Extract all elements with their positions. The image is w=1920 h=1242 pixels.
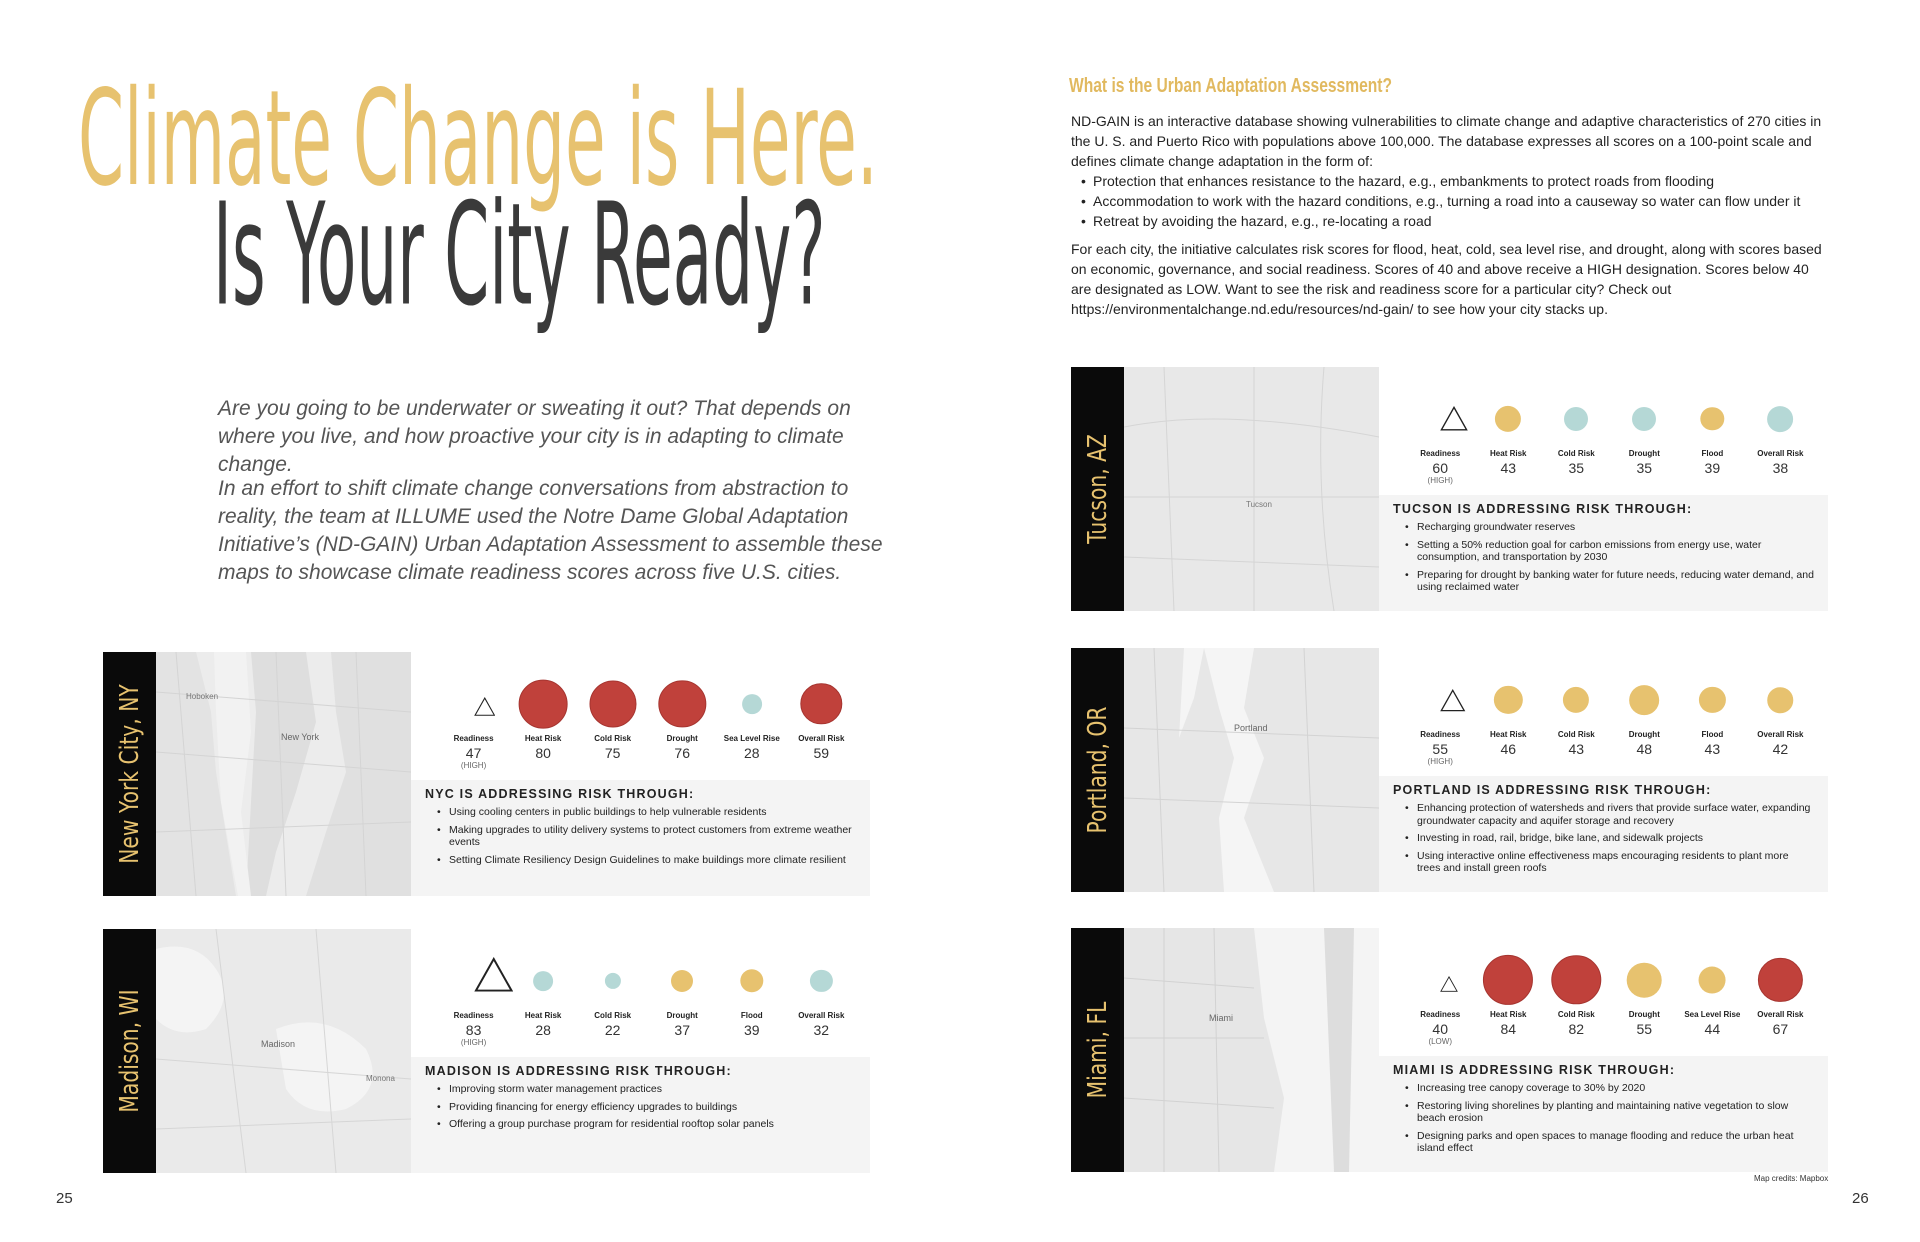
metric-label: Readiness — [453, 1011, 494, 1020]
risk-metric — [1473, 730, 1543, 757]
addressing-risk-list — [1393, 1082, 1814, 1155]
metric-label: Overall Risk — [1757, 449, 1804, 458]
metric-value: 43 — [1704, 741, 1721, 757]
city-name: New York City, NY — [114, 684, 145, 864]
city-map — [1124, 928, 1379, 1172]
intro-paragraph-1: Are you going to be underwater or sweating it out? That depends on where you live, and how proactive your city is in adapting to climate change. — [218, 397, 851, 476]
metric-label: Drought — [1628, 1010, 1660, 1019]
risk-metric — [1745, 730, 1815, 757]
metric-value: 55 — [1636, 1021, 1653, 1037]
city-metrics — [1379, 367, 1828, 497]
metric-label: Cold Risk — [594, 734, 632, 743]
risk-metric — [1541, 1010, 1611, 1037]
city-card-portland — [1071, 648, 1828, 892]
addressing-risk-heading: TUCSON IS ADDRESSING RISK THROUGH: — [1393, 502, 1693, 516]
map-label: Tucson — [1246, 500, 1272, 509]
addressing-risk-heading: PORTLAND IS ADDRESSING RISK THROUGH: — [1393, 783, 1712, 797]
city-card-miami — [1071, 928, 1828, 1172]
metric-label: Readiness — [1420, 449, 1461, 458]
risk-metric — [717, 1011, 787, 1038]
metric-value: 59 — [813, 745, 830, 761]
addressing-risk-item: • Preparing for drought by banking water for future needs, reducing water demand, and using reclaimed water — [1417, 569, 1814, 594]
addressing-risk-item: • Investing in road, rail, bridge, bike lane, and sidewalk projects — [1417, 832, 1814, 845]
addressing-risk-heading: NYC IS ADDRESSING RISK THROUGH: — [425, 787, 695, 801]
metric-value: 60 — [1432, 460, 1448, 476]
metric-label: Readiness — [453, 734, 494, 743]
map-label: New York — [281, 732, 320, 742]
page-number-left: 25 — [56, 1190, 73, 1207]
risk-metric — [1745, 1010, 1815, 1037]
risk-circle — [801, 683, 842, 724]
metric-label: Cold Risk — [1557, 1010, 1595, 1019]
metric-value: 80 — [535, 745, 551, 761]
city-metrics — [411, 652, 870, 782]
risk-circle — [1495, 406, 1521, 432]
city-card-madison — [103, 929, 870, 1173]
headline-line-1: Climate Change is Here. — [78, 63, 878, 216]
metric-label: Cold Risk — [1557, 730, 1595, 739]
risk-circle — [1563, 687, 1589, 713]
city-name: Miami, FL — [1082, 1001, 1113, 1099]
about-paragraph-2: For each city, the initiative calculates risk scores for flood, heat, cold, sea level rise, and drought, along with scores based on economic, governance, and social readiness. Scores of 40 and above receive a HIGH designation. Scores below 40 are designated as LOW. Want to see the risk and readiness score for a particular city? Check out https://environmentalchange.nd.edu/resources/nd-gain/ to see how your city stacks up. — [1071, 241, 1822, 317]
metric-label: Drought — [666, 734, 698, 743]
metric-label: Heat Risk — [1490, 730, 1527, 739]
addressing-risk-box — [1379, 1056, 1828, 1172]
metric-value: 35 — [1568, 460, 1585, 476]
risk-metric — [1541, 730, 1611, 757]
metric-label: Overall Risk — [1757, 730, 1804, 739]
readiness-metric — [1405, 1010, 1475, 1046]
addressing-risk-item: • Using cooling centers in public buildings to help vulnerable residents — [449, 806, 856, 819]
risk-circle — [1768, 687, 1794, 713]
risk-circle — [1632, 407, 1656, 431]
metric-value: 76 — [674, 745, 690, 761]
metric-label: Flood — [740, 1011, 763, 1020]
city-metrics — [411, 929, 870, 1059]
risk-circle — [671, 970, 693, 992]
risk-circle — [533, 971, 553, 991]
risk-circle — [1699, 967, 1726, 994]
risk-metric — [1473, 449, 1543, 476]
city-card-tucson — [1071, 367, 1828, 611]
metric-label: Heat Risk — [524, 1011, 562, 1020]
map-label: Hoboken — [186, 692, 219, 701]
addressing-risk-item: • Providing financing for energy efficiency upgrades to buildings — [449, 1101, 856, 1114]
risk-metric — [1677, 449, 1747, 476]
risk-metric — [1609, 730, 1679, 757]
addressing-risk-heading: MIAMI IS ADDRESSING RISK THROUGH: — [1393, 1063, 1676, 1077]
city-name-bar — [103, 929, 156, 1173]
risk-metric — [1677, 730, 1747, 757]
metric-value: 37 — [674, 1022, 690, 1038]
map-credit: Map credits: Mapbox — [1754, 1174, 1829, 1183]
risk-circle — [742, 694, 762, 714]
risk-metric — [1609, 1010, 1679, 1037]
addressing-risk-item: • Restoring living shorelines by planting and maintaining native vegetation to slow beach erosion — [1417, 1100, 1814, 1125]
city-name-bar — [103, 652, 156, 896]
addressing-risk-heading: MADISON IS ADDRESSING RISK THROUGH: — [425, 1064, 732, 1078]
map-label: Miami — [1209, 1013, 1233, 1023]
about-body — [1071, 111, 1827, 319]
metric-label: Sea Level Rise — [723, 734, 780, 743]
risk-circle — [1767, 406, 1793, 432]
risk-circle — [1699, 687, 1725, 713]
about-heading: What is the Urban Adaptation Assessment? — [1069, 75, 1393, 97]
metric-value: 35 — [1636, 460, 1653, 476]
addressing-risk-item: • Setting Climate Resiliency Design Guidelines to make buildings more climate resilient — [449, 854, 856, 867]
about-bullet: • Accommodation to work with the hazard conditions, e.g., turning a road into a causeway so water can flow under it — [1071, 191, 1827, 211]
addressing-risk-item: • Improving storm water management practices — [449, 1083, 856, 1096]
about-paragraph-1: ND-GAIN is an interactive database showing vulnerabilities to climate change and adaptive characteristics of 270 cities in the U. S. and Puerto Rico with populations above 100,000. The database expresses all scores on a 100-point scale and defines climate change adaptation in the form of: — [1071, 113, 1822, 169]
metric-label: Sea Level Rise — [1684, 1010, 1741, 1019]
metric-label: Flood — [1701, 730, 1724, 739]
city-name-bar — [1071, 928, 1124, 1172]
addressing-risk-list — [1393, 521, 1814, 594]
metric-value: 38 — [1772, 460, 1789, 476]
risk-circle — [740, 969, 763, 992]
metric-label: Readiness — [1420, 730, 1461, 739]
risk-metric — [786, 1011, 856, 1038]
metric-label: Cold Risk — [1557, 449, 1595, 458]
addressing-risk-item: • Using interactive online effectiveness maps encouraging residents to plant more trees and install green roofs — [1417, 850, 1814, 875]
city-name: Tucson, AZ — [1082, 434, 1113, 544]
risk-circle — [589, 681, 636, 728]
metric-label: Heat Risk — [524, 734, 562, 743]
metric-label: Heat Risk — [1490, 449, 1527, 458]
metric-value: 48 — [1636, 741, 1653, 757]
risk-circle — [1629, 685, 1659, 715]
city-name: Portland, OR — [1082, 706, 1113, 834]
page-number-right: 26 — [1852, 1190, 1869, 1207]
metric-value: 32 — [813, 1022, 830, 1038]
readiness-metric — [439, 734, 509, 770]
city-metrics — [1379, 648, 1828, 778]
metric-value: 39 — [743, 1022, 760, 1038]
readiness-level: (HIGH) — [460, 1038, 487, 1047]
about-bullet: • Retreat by avoiding the hazard, e.g., re-locating a road — [1071, 211, 1827, 231]
metric-value: 84 — [1500, 1021, 1517, 1037]
risk-circle — [1552, 955, 1601, 1004]
intro-paragraph-2: In an effort to shift climate change conversations from abstraction to reality, the team at ILLUME used the Notre Dame Global Adaptation Initiative’s (ND-GAIN) Urban Adaptation Assessment to assemble these maps to showcase climate readiness scores across five U.S. cities. — [218, 477, 883, 584]
risk-metric — [578, 734, 648, 761]
metric-value: 46 — [1500, 741, 1517, 757]
risk-metric — [1541, 449, 1611, 476]
risk-circle — [1758, 958, 1802, 1002]
city-name: Madison, WI — [114, 989, 145, 1113]
risk-circle — [1701, 407, 1724, 430]
metric-label: Overall Risk — [798, 734, 845, 743]
metric-value: 75 — [604, 745, 621, 761]
metric-label: Heat Risk — [1490, 1010, 1527, 1019]
map-label: Portland — [1234, 723, 1268, 733]
readiness-level: (HIGH) — [460, 761, 487, 770]
risk-circle — [1483, 955, 1533, 1005]
readiness-level: (LOW) — [1428, 1037, 1452, 1046]
risk-metric — [786, 734, 856, 761]
metric-label: Overall Risk — [1757, 1010, 1804, 1019]
addressing-risk-box — [411, 1057, 870, 1173]
risk-metric — [508, 734, 578, 761]
risk-circle — [1564, 407, 1588, 431]
metric-value: 55 — [1432, 741, 1448, 757]
metric-label: Drought — [1628, 449, 1660, 458]
metric-value: 43 — [1500, 460, 1517, 476]
addressing-risk-box — [1379, 776, 1828, 892]
metric-value: 47 — [465, 745, 482, 761]
city-map — [1124, 367, 1379, 611]
addressing-risk-item: • Enhancing protection of watersheds and rivers that provide surface water, expanding groundwater capacity and aquifer storage and recovery — [1417, 802, 1814, 827]
metric-value: 22 — [604, 1022, 621, 1038]
metric-label: Cold Risk — [594, 1011, 632, 1020]
readiness-metric — [1405, 449, 1475, 485]
readiness-level: (HIGH) — [1427, 757, 1453, 766]
metric-value: 42 — [1772, 741, 1789, 757]
risk-metric — [647, 1011, 717, 1038]
risk-metric — [508, 1011, 578, 1038]
city-name-bar — [1071, 648, 1124, 892]
city-metrics — [1379, 928, 1828, 1058]
risk-circle — [659, 680, 706, 727]
risk-metric — [1609, 449, 1679, 476]
addressing-risk-item: • Offering a group purchase program for residential rooftop solar panels — [449, 1118, 856, 1131]
metric-label: Drought — [666, 1011, 698, 1020]
risk-metric — [1677, 1010, 1747, 1037]
readiness-metric — [1405, 730, 1475, 766]
city-map — [156, 929, 411, 1173]
city-map — [1124, 648, 1379, 892]
map-label: Madison — [261, 1039, 296, 1049]
addressing-risk-item: • Increasing tree canopy coverage to 30% by 2020 — [1417, 1082, 1814, 1095]
metric-value: 82 — [1568, 1021, 1585, 1037]
about-bullet: • Protection that enhances resistance to the hazard, e.g., embankments to protect roads from flooding — [1071, 171, 1827, 191]
metric-label: Flood — [1701, 449, 1724, 458]
metric-label: Drought — [1628, 730, 1660, 739]
metric-value: 28 — [535, 1022, 551, 1038]
addressing-risk-list — [425, 1083, 856, 1131]
addressing-risk-item: • Recharging groundwater reserves — [1417, 521, 1814, 534]
city-name-bar — [1071, 367, 1124, 611]
risk-metric — [1745, 449, 1815, 476]
metric-value: 43 — [1568, 741, 1585, 757]
metric-value: 40 — [1432, 1021, 1448, 1037]
risk-circle — [605, 973, 621, 989]
metric-value: 44 — [1704, 1021, 1721, 1037]
risk-circle — [1627, 963, 1662, 998]
risk-metric — [578, 1011, 648, 1038]
metric-value: 28 — [743, 745, 760, 761]
risk-circle — [810, 970, 832, 992]
risk-metric — [717, 734, 787, 761]
metric-label: Overall Risk — [798, 1011, 845, 1020]
about-bullet-list — [1071, 171, 1827, 231]
readiness-metric — [439, 1011, 509, 1047]
metric-value: 67 — [1772, 1021, 1789, 1037]
city-card-nyc — [103, 652, 870, 896]
risk-circle — [1494, 686, 1522, 714]
metric-value: 39 — [1704, 460, 1721, 476]
city-map — [156, 652, 411, 896]
risk-circle — [519, 680, 568, 729]
risk-metric — [647, 734, 717, 761]
addressing-risk-item: • Making upgrades to utility delivery systems to protect customers from extreme weather events — [449, 824, 856, 849]
addressing-risk-item: • Setting a 50% reduction goal for carbon emissions from energy use, water consumption, and transportation by 2030 — [1417, 539, 1814, 564]
metric-value: 83 — [465, 1022, 482, 1038]
map-label: Monona — [366, 1074, 395, 1083]
metric-label: Readiness — [1420, 1010, 1461, 1019]
addressing-risk-box — [411, 780, 870, 896]
risk-metric — [1473, 1010, 1543, 1037]
headline-line-2: Is Your City Ready? — [213, 173, 826, 338]
addressing-risk-item: • Designing parks and open spaces to manage flooding and reduce the urban heat island effect — [1417, 1130, 1814, 1155]
addressing-risk-list — [1393, 802, 1814, 875]
addressing-risk-list — [425, 806, 856, 866]
addressing-risk-box — [1379, 495, 1828, 611]
readiness-level: (HIGH) — [1427, 476, 1453, 485]
